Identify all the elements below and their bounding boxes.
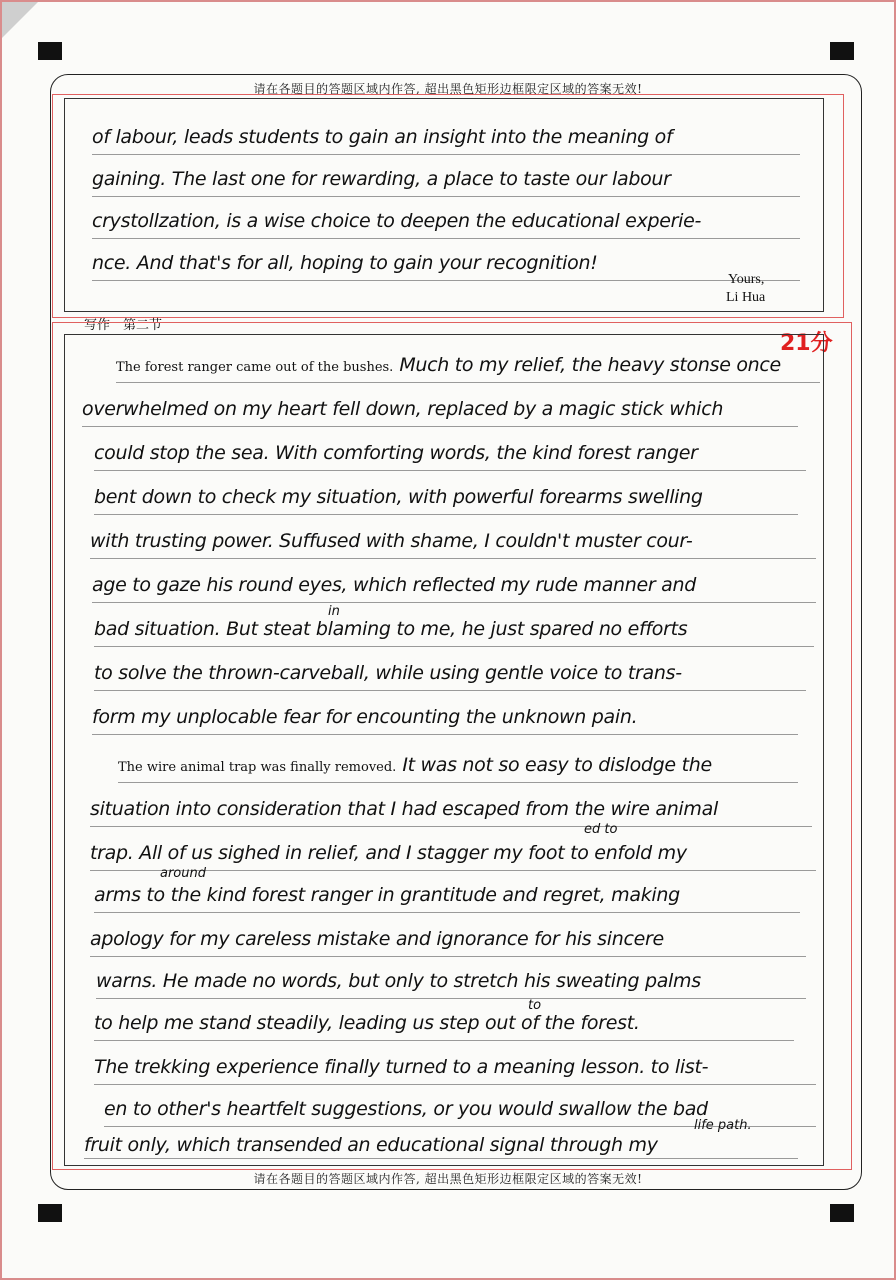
handwritten-line: to solve the thrown-carveball, while using gentle voice to trans-	[94, 656, 806, 691]
handwritten-line-with-prompt	[118, 748, 798, 783]
registration-mark-bottom-left	[38, 1204, 62, 1222]
registration-mark-top-left	[38, 42, 62, 60]
handwritten-line: with trusting power. Suffused with shame, I couldn't muster cour-	[90, 524, 816, 559]
registration-mark-bottom-right	[830, 1204, 854, 1222]
handwritten-line: trap. All of us sighed in relief, and I stagger my foot to enfold my	[90, 836, 816, 871]
handwritten-line: arms to the kind forest ranger in grantitude and regret, making	[94, 878, 800, 913]
handwritten-line: form my unplocable fear for encounting the unknown pain.	[92, 700, 798, 735]
signoff-yours: Yours,	[728, 272, 765, 287]
handwritten-line: nce. And that's for all, hoping to gain your recognition!	[92, 246, 800, 281]
handwritten-line: warns. He made no words, but only to stretch his sweating palms	[96, 964, 806, 999]
handwritten-line: could stop the sea. With comforting words, the kind forest ranger	[94, 436, 806, 471]
insertion-annotation: to	[528, 998, 542, 1013]
handwritten-line: of labour, leads students to gain an insight into the meaning of	[92, 120, 800, 155]
insertion-annotation: around	[160, 866, 206, 881]
section-title: 写作 第二节	[84, 318, 163, 333]
signoff-name: Li Hua	[726, 290, 766, 305]
insertion-annotation: ed to	[584, 822, 618, 837]
handwritten-line: en to other's heartfelt suggestions, or you would swallow the bad	[104, 1092, 816, 1127]
handwritten-line: fruit only, which transended an educational signal through my	[84, 1132, 798, 1159]
registration-mark-top-right	[830, 42, 854, 60]
handwritten-text: It was not so easy to dislodge the	[402, 754, 712, 776]
handwritten-line: age to gaze his round eyes, which reflected my rude manner and	[92, 568, 816, 603]
handwritten-line: situation into consideration that I had escaped from the wire animal	[90, 792, 812, 827]
insertion-annotation: in	[328, 604, 340, 619]
notice-bottom: 请在各题目的答题区域内作答, 超出黑色矩形边框限定区域的答案无效!	[253, 1172, 643, 1186]
score-mark: 21分	[780, 331, 833, 356]
paragraph1-prompt: The forest ranger came out of the bushes.	[116, 360, 394, 375]
handwritten-line: apology for my careless mistake and ignorance for his sincere	[90, 922, 806, 957]
handwritten-line: bad situation. But steat blaming to me, he just spared no efforts	[94, 612, 814, 647]
handwritten-line: overwhelmed on my heart fell down, replaced by a magic stick which	[82, 392, 798, 427]
notice-top: 请在各题目的答题区域内作答, 超出黑色矩形边框限定区域的答案无效!	[253, 82, 643, 96]
handwritten-line: The trekking experience finally turned to a meaning lesson. to list-	[94, 1050, 816, 1085]
handwritten-line: gaining. The last one for rewarding, a place to taste our labour	[92, 162, 800, 197]
paragraph2-prompt: The wire animal trap was finally removed.	[118, 760, 397, 775]
insertion-annotation: life path.	[694, 1118, 752, 1133]
handwritten-line-with-prompt	[116, 348, 820, 383]
handwritten-text: Much to my relief, the heavy stonse once	[399, 354, 781, 376]
handwritten-line: bent down to check my situation, with powerful forearms swelling	[94, 480, 798, 515]
handwritten-line: crystollzation, is a wise choice to deepen the educational experie-	[92, 204, 800, 239]
handwritten-line: to help me stand steadily, leading us step out of the forest.	[94, 1006, 794, 1041]
